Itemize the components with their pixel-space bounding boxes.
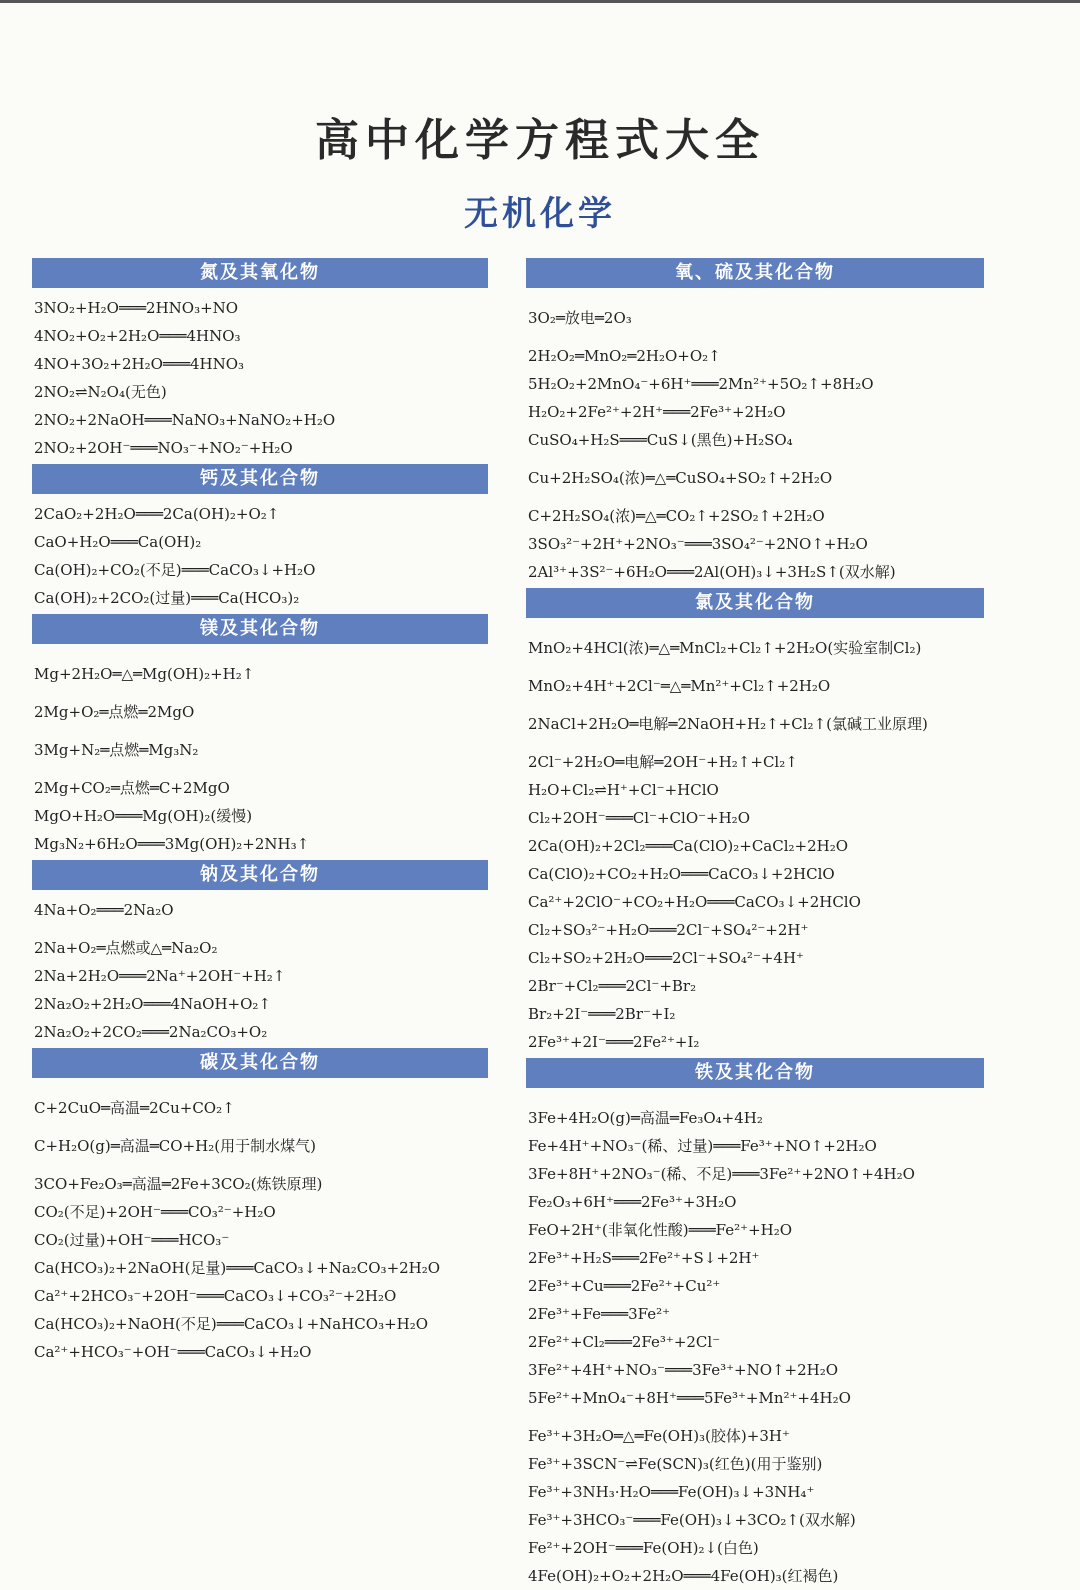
equation-line: Fe³⁺+3NH₃·H₂O═══Fe(OH)₃↓+3NH₄⁺ [528,1483,815,1501]
section [526,1058,984,1590]
equation-line: 2Cl⁻+2H₂O═电解═2OH⁻+H₂↑+Cl₂↑ [528,753,798,771]
section-header: 铁及其化合物 [526,1058,984,1088]
equation-line: 4Na+O₂═══2Na₂O [34,901,174,919]
equation-line: Fe+4H⁺+NO₃⁻(稀、过量)═══Fe³⁺+NO↑+2H₂O [528,1137,877,1155]
equation-line: Fe³⁺+3SCN⁻⇌Fe(SCN)₃(红色)(用于鉴别) [528,1455,823,1473]
equation-line: Ca(HCO₃)₂+NaOH(不足)═══CaCO₃↓+NaHCO₃+H₂O [34,1315,429,1333]
equation-line: CO₂(不足)+2OH⁻═══CO₃²⁻+H₂O [34,1203,276,1221]
equation-line: Cl₂+2OH⁻═══Cl⁻+ClO⁻+H₂O [528,809,750,827]
equation-line: 2NaCl+2H₂O═电解═2NaOH+H₂↑+Cl₂↑(氯碱工业原理) [528,715,928,733]
equation-line: Ca(ClO)₂+CO₂+H₂O═══CaCO₃↓+2HClO [528,865,835,883]
equation-line: 2Fe²⁺+Cl₂═══2Fe³⁺+2Cl⁻ [528,1333,721,1351]
equation-line: H₂O+Cl₂⇌H⁺+Cl⁻+HClO [528,781,719,799]
section [32,860,488,1046]
equation-line: 2Mg+CO₂═点燃═C+2MgO [34,779,230,797]
equation-line: 2Na₂O₂+2CO₂═══2Na₂CO₃+O₂ [34,1023,268,1041]
equation-line: Fe²⁺+2OH⁻═══Fe(OH)₂↓(白色) [528,1539,759,1557]
section-header: 氮及其氧化物 [32,258,488,288]
equation-line: 4Fe(OH)₂+O₂+2H₂O═══4Fe(OH)₃(红褐色) [528,1567,839,1585]
equation-line: 5H₂O₂+2MnO₄⁻+6H⁺═══2Mn²⁺+5O₂↑+8H₂O [528,375,874,393]
equation-line: 2H₂O₂═MnO₂═2H₂O+O₂↑ [528,347,721,365]
equation-line: Ca²⁺+HCO₃⁻+OH⁻═══CaCO₃↓+H₂O [34,1343,312,1361]
equation-line: CuSO₄+H₂S═══CuS↓(黑色)+H₂SO₄ [528,431,793,449]
section-header: 钙及其化合物 [32,464,488,494]
section-header: 氧、硫及其化合物 [526,258,984,288]
equation-line: 2Br⁻+Cl₂═══2Cl⁻+Br₂ [528,977,697,995]
equation-line: 3CO+Fe₂O₃═高温═2Fe+3CO₂(炼铁原理) [34,1175,323,1193]
equation-line: 2Na+O₂═点燃或△═Na₂O₂ [34,939,218,957]
equation-line: 2NO₂+2OH⁻═══NO₃⁻+NO₂⁻+H₂O [34,439,293,457]
equation-line: 3O₂═放电═2O₃ [528,309,632,327]
equation-line: Ca(OH)₂+2CO₂(过量)═══Ca(HCO₃)₂ [34,589,300,607]
equation-line: H₂O₂+2Fe²⁺+2H⁺═══2Fe³⁺+2H₂O [528,403,786,421]
equation-line: MnO₂+4H⁺+2Cl⁻═△═Mn²⁺+Cl₂↑+2H₂O [528,677,831,695]
page-title: 高中化学方程式大全 [315,115,765,166]
equation-line: 3Mg+N₂═点燃═Mg₃N₂ [34,741,199,759]
equation-line: Fe³⁺+3H₂O═△═Fe(OH)₃(胶体)+3H⁺ [528,1427,790,1445]
equation-line: 2NO₂⇌N₂O₄(无色) [34,383,167,401]
section-header: 碳及其化合物 [32,1048,488,1078]
right-column [526,256,984,1590]
equation-line: Ca²⁺+2ClO⁻+CO₂+H₂O═══CaCO₃↓+2HClO [528,893,861,911]
equation-line: 2NO₂+2NaOH═══NaNO₃+NaNO₂+H₂O [34,411,336,429]
equation-line: 2Fe³⁺+H₂S═══2Fe²⁺+S↓+2H⁺ [528,1249,760,1267]
equation-line: 2Mg+O₂═点燃═2MgO [34,703,195,721]
equation-line: C+H₂O(g)═高温═CO+H₂(用于制水煤气) [34,1137,316,1155]
section [526,258,984,586]
equation-line: 2Fe³⁺+Fe═══3Fe²⁺ [528,1305,671,1323]
equation-line: CaO+H₂O═══Ca(OH)₂ [34,533,202,551]
section [32,614,488,858]
section-header: 钠及其化合物 [32,860,488,890]
equation-line: Ca(HCO₃)₂+2NaOH(足量)═══CaCO₃↓+Na₂CO₃+2H₂O [34,1259,441,1277]
section [32,464,488,612]
section-header: 镁及其化合物 [32,614,488,644]
equation-line: 3Fe²⁺+4H⁺+NO₃⁻═══3Fe³⁺+NO↑+2H₂O [528,1361,839,1379]
equation-line: 4NO+3O₂+2H₂O═══4HNO₃ [34,355,245,373]
equation-line: 5Fe²⁺+MnO₄⁻+8H⁺═══5Fe³⁺+Mn²⁺+4H₂O [528,1389,851,1407]
equation-line: 3NO₂+H₂O═══2HNO₃+NO [34,299,239,317]
equation-line: CO₂(过量)+OH⁻═══HCO₃⁻ [34,1231,230,1249]
equation-line: C+2H₂SO₄(浓)═△═CO₂↑+2SO₂↑+2H₂O [528,507,825,525]
section [526,588,984,1056]
equation-line: 2Fe³⁺+Cu═══2Fe²⁺+Cu²⁺ [528,1277,721,1295]
page-top-rule [0,0,1080,3]
equation-line: 3SO₃²⁻+2H⁺+2NO₃⁻═══3SO₄²⁻+2NO↑+H₂O [528,535,868,553]
equation-line: MgO+H₂O═══Mg(OH)₂(缓慢) [34,807,253,825]
equation-line: Mg+2H₂O═△═Mg(OH)₂+H₂↑ [34,665,255,683]
equation-line: Cl₂+SO₂+2H₂O═══2Cl⁻+SO₄²⁻+4H⁺ [528,949,804,967]
equation-line: Ca(OH)₂+CO₂(不足)═══CaCO₃↓+H₂O [34,561,316,579]
equation-line: 2Na+2H₂O═══2Na⁺+2OH⁻+H₂↑ [34,967,286,985]
equation-line: 2Ca(OH)₂+2Cl₂═══Ca(ClO)₂+CaCl₂+2H₂O [528,837,849,855]
equation-line: Cl₂+SO₃²⁻+H₂O═══2Cl⁻+SO₄²⁻+2H⁺ [528,921,809,939]
section [32,258,488,462]
section [32,1048,488,1366]
equation-line: 2Fe³⁺+2I⁻═══2Fe²⁺+I₂ [528,1033,700,1051]
equation-line: C+2CuO═高温═2Cu+CO₂↑ [34,1099,235,1117]
equation-line: MnO₂+4HCl(浓)═△═MnCl₂+Cl₂↑+2H₂O(实验室制Cl₂) [528,639,922,657]
equation-line: Ca²⁺+2HCO₃⁻+2OH⁻═══CaCO₃↓+CO₃²⁻+2H₂O [34,1287,397,1305]
equation-line: 4NO₂+O₂+2H₂O═══4HNO₃ [34,327,241,345]
equation-line: Fe³⁺+3HCO₃⁻═══Fe(OH)₃↓+3CO₂↑(双水解) [528,1511,856,1529]
equation-line: 3Fe+4H₂O(g)═高温═Fe₃O₄+4H₂ [528,1109,763,1127]
equation-line: FeO+2H⁺(非氧化性酸)═══Fe²⁺+H₂O [528,1221,793,1239]
section-header: 氯及其化合物 [526,588,984,618]
equation-line: Br₂+2I⁻═══2Br⁻+I₂ [528,1005,676,1023]
page-subtitle: 无机化学 [464,194,616,234]
equation-line: Cu+2H₂SO₄(浓)═△═CuSO₄+SO₂↑+2H₂O [528,469,833,487]
equation-line: 2Al³⁺+3S²⁻+6H₂O═══2Al(OH)₃↓+3H₂S↑(双水解) [528,563,896,581]
equation-line: 3Fe+8H⁺+2NO₃⁻(稀、不足)═══3Fe²⁺+2NO↑+4H₂O [528,1165,915,1183]
equation-line: 2CaO₂+2H₂O═══2Ca(OH)₂+O₂↑ [34,505,280,523]
equation-line: Fe₂O₃+6H⁺═══2Fe³⁺+3H₂O [528,1193,737,1211]
equation-line: Mg₃N₂+6H₂O═══3Mg(OH)₂+2NH₃↑ [34,835,310,853]
left-column [32,256,488,1366]
equation-line: 2Na₂O₂+2H₂O═══4NaOH+O₂↑ [34,995,271,1013]
